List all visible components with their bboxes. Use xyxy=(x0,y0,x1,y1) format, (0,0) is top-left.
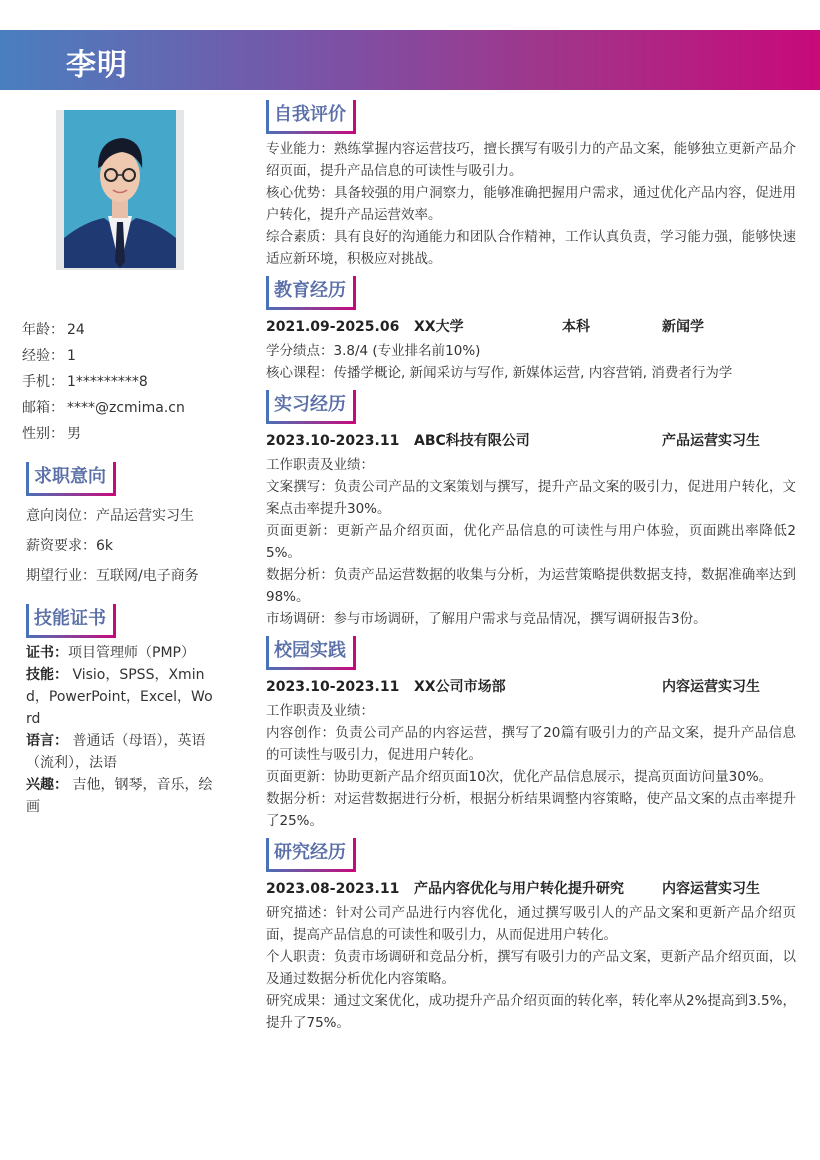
job-intent-list xyxy=(26,502,199,592)
skill-label: 语言： xyxy=(26,733,68,749)
info-value: 1*********8 xyxy=(67,374,148,390)
skills-section xyxy=(26,604,216,818)
profile-photo xyxy=(64,110,176,268)
campus-entry-header xyxy=(266,674,796,700)
skill-label: 证书： xyxy=(26,645,68,661)
section-title-education xyxy=(266,276,356,310)
header-banner xyxy=(0,30,820,90)
section-title-job-intent xyxy=(26,462,116,496)
section-title-text: 求职意向 xyxy=(34,466,106,487)
title-underline xyxy=(266,307,356,310)
info-phone xyxy=(22,372,185,398)
campus-detail: 工作职责及业绩： xyxy=(266,703,374,719)
right-column xyxy=(266,100,796,1040)
internship-detail: 工作职责及业绩： xyxy=(266,457,374,473)
info-label: 经验： xyxy=(22,348,64,364)
skill-certificate xyxy=(26,642,216,664)
entry-degree: 本科 xyxy=(562,319,590,335)
education-detail: 学分绩点：3.8/4 (专业排名前10%) xyxy=(266,343,481,359)
intent-value: 互联网/电子商务 xyxy=(96,568,199,584)
research-section xyxy=(266,838,796,1034)
education-detail: 核心课程：传播学概论, 新闻采访与写作, 新媒体运营, 内容营销, 消费者行为学 xyxy=(266,365,733,381)
info-value: 24 xyxy=(67,322,85,338)
skill-value: 项目管理师（PMP） xyxy=(68,645,195,661)
internship-section xyxy=(266,390,796,630)
entry-role: 产品运营实习生 xyxy=(662,433,760,449)
skills-list xyxy=(26,642,216,818)
entry-period: 2021.09-2025.06 xyxy=(266,319,400,335)
section-title-internship xyxy=(266,390,356,424)
info-label: 年龄： xyxy=(22,322,64,338)
intent-label: 薪资要求： xyxy=(26,538,96,554)
info-experience xyxy=(22,346,185,372)
skill-label: 技能： xyxy=(26,667,68,683)
internship-detail: 页面更新：更新产品介绍页面，优化产品信息的可读性与用户体验，页面跳出率降低25%。 xyxy=(266,523,796,561)
intent-label: 意向岗位： xyxy=(26,508,96,524)
intent-label: 期望行业： xyxy=(26,568,96,584)
self-eval-paragraph: 专业能力：熟练掌握内容运营技巧，擅长撰写有吸引力的产品文案，能够独立更新产品介绍页面，提升产品信息的可读性与吸引力。 xyxy=(266,141,796,179)
research-detail: 个人职责：负责市场调研和竞品分析，撰写有吸引力的产品文案，更新产品介绍页面，以及通过数据分析优化内容策略。 xyxy=(266,949,796,987)
photo-frame xyxy=(56,110,184,270)
intent-industry xyxy=(26,562,199,592)
campus-section xyxy=(266,636,796,832)
entry-period: 2023.10-2023.11 xyxy=(266,433,400,449)
skill-tools xyxy=(26,664,216,730)
section-title-text: 研究经历 xyxy=(274,842,346,863)
intent-salary xyxy=(26,532,199,562)
education-section xyxy=(266,276,796,384)
info-email xyxy=(22,398,185,424)
title-underline xyxy=(26,635,116,638)
candidate-name: 李明 xyxy=(66,48,128,83)
skill-label: 兴趣： xyxy=(26,777,68,793)
info-label: 手机： xyxy=(22,374,64,390)
entry-role: 内容运营实习生 xyxy=(662,881,760,897)
skill-value: 吉他，钢琴，音乐，绘画 xyxy=(26,777,213,815)
internship-entry-header xyxy=(266,428,796,454)
skill-hobbies xyxy=(26,774,216,818)
section-title-text: 校园实践 xyxy=(274,640,346,661)
section-title-campus xyxy=(266,636,356,670)
info-label: 邮箱： xyxy=(22,400,64,416)
campus-detail: 数据分析：对运营数据进行分析，根据分析结果调整内容策略，使产品文案的点击率提升了25%。 xyxy=(266,791,796,829)
self-eval-paragraph: 综合素质：具有良好的沟通能力和团队合作精神，工作认真负责，学习能力强，能够快速适应新环境，积极应对挑战。 xyxy=(266,229,796,267)
intent-position xyxy=(26,502,199,532)
skill-value: 普通话（母语），英语（流利），法语 xyxy=(26,733,206,771)
self-eval-section xyxy=(266,100,796,270)
entry-role: 内容运营实习生 xyxy=(662,679,760,695)
self-eval-paragraph: 核心优势：具备较强的用户洞察力，能够准确把握用户需求，通过优化产品内容，促进用户转化，提升产品运营效率。 xyxy=(266,185,796,223)
section-title-research xyxy=(266,838,356,872)
portrait-icon xyxy=(64,110,176,268)
campus-detail: 页面更新：协助更新产品介绍页面10次，优化产品信息展示，提高页面访问量30%。 xyxy=(266,769,773,785)
internship-detail: 文案撰写：负责公司产品的文案策划与撰写，提升产品文案的吸引力，促进用户转化，文案点击率提升30%。 xyxy=(266,479,796,517)
research-entry-header xyxy=(266,876,796,902)
entry-period: 2023.08-2023.11 xyxy=(266,881,400,897)
internship-detail: 市场调研：参与市场调研，了解用户需求与竞品情况，撰写调研报告3份。 xyxy=(266,611,707,627)
campus-detail: 内容创作：负责公司产品的内容运营，撰写了20篇有吸引力的产品文案，提升产品信息的可读性与吸引力，促进用户转化。 xyxy=(266,725,796,763)
title-underline xyxy=(266,869,356,872)
entry-org: XX公司市场部 xyxy=(414,679,506,695)
info-gender xyxy=(22,424,185,450)
job-intent-section xyxy=(26,462,199,592)
info-value: ****@zcmima.cn xyxy=(67,400,185,416)
info-value: 男 xyxy=(67,426,81,442)
skill-languages xyxy=(26,730,216,774)
section-title-text: 自我评价 xyxy=(274,104,346,125)
info-label: 性别： xyxy=(22,426,64,442)
title-underline xyxy=(266,421,356,424)
section-title-self-eval xyxy=(266,100,356,134)
education-entry-header xyxy=(266,314,796,340)
basic-info xyxy=(22,320,185,450)
entry-project: 产品内容优化与用户转化提升研究 xyxy=(414,881,624,897)
info-value: 1 xyxy=(67,348,76,364)
research-detail: 研究成果：通过文案优化，成功提升产品介绍页面的转化率，转化率从2%提高到3.5%，提升了75%。 xyxy=(266,993,796,1031)
title-underline xyxy=(266,667,356,670)
entry-major: 新闻学 xyxy=(662,319,704,335)
research-detail: 研究描述：针对公司产品进行内容优化，通过撰写吸引人的产品文案和更新产品介绍页面，提高产品信息的可读性和吸引力，从而促进用户转化。 xyxy=(266,905,796,943)
section-title-text: 实习经历 xyxy=(274,394,346,415)
skill-value: Visio，SPSS，Xmind，PowerPoint，Excel，Word xyxy=(26,667,213,727)
intent-value: 6k xyxy=(96,538,114,554)
section-title-text: 教育经历 xyxy=(274,280,346,301)
section-title-skills xyxy=(26,604,116,638)
title-underline xyxy=(26,493,116,496)
entry-school: XX大学 xyxy=(414,319,464,335)
section-title-text: 技能证书 xyxy=(34,608,106,629)
title-underline xyxy=(266,131,356,134)
intent-value: 产品运营实习生 xyxy=(96,508,194,524)
entry-period: 2023.10-2023.11 xyxy=(266,679,400,695)
info-age xyxy=(22,320,185,346)
internship-detail: 数据分析：负责产品运营数据的收集与分析，为运营策略提供数据支持，数据准确率达到98%。 xyxy=(266,567,796,605)
entry-company: ABC科技有限公司 xyxy=(414,433,530,449)
